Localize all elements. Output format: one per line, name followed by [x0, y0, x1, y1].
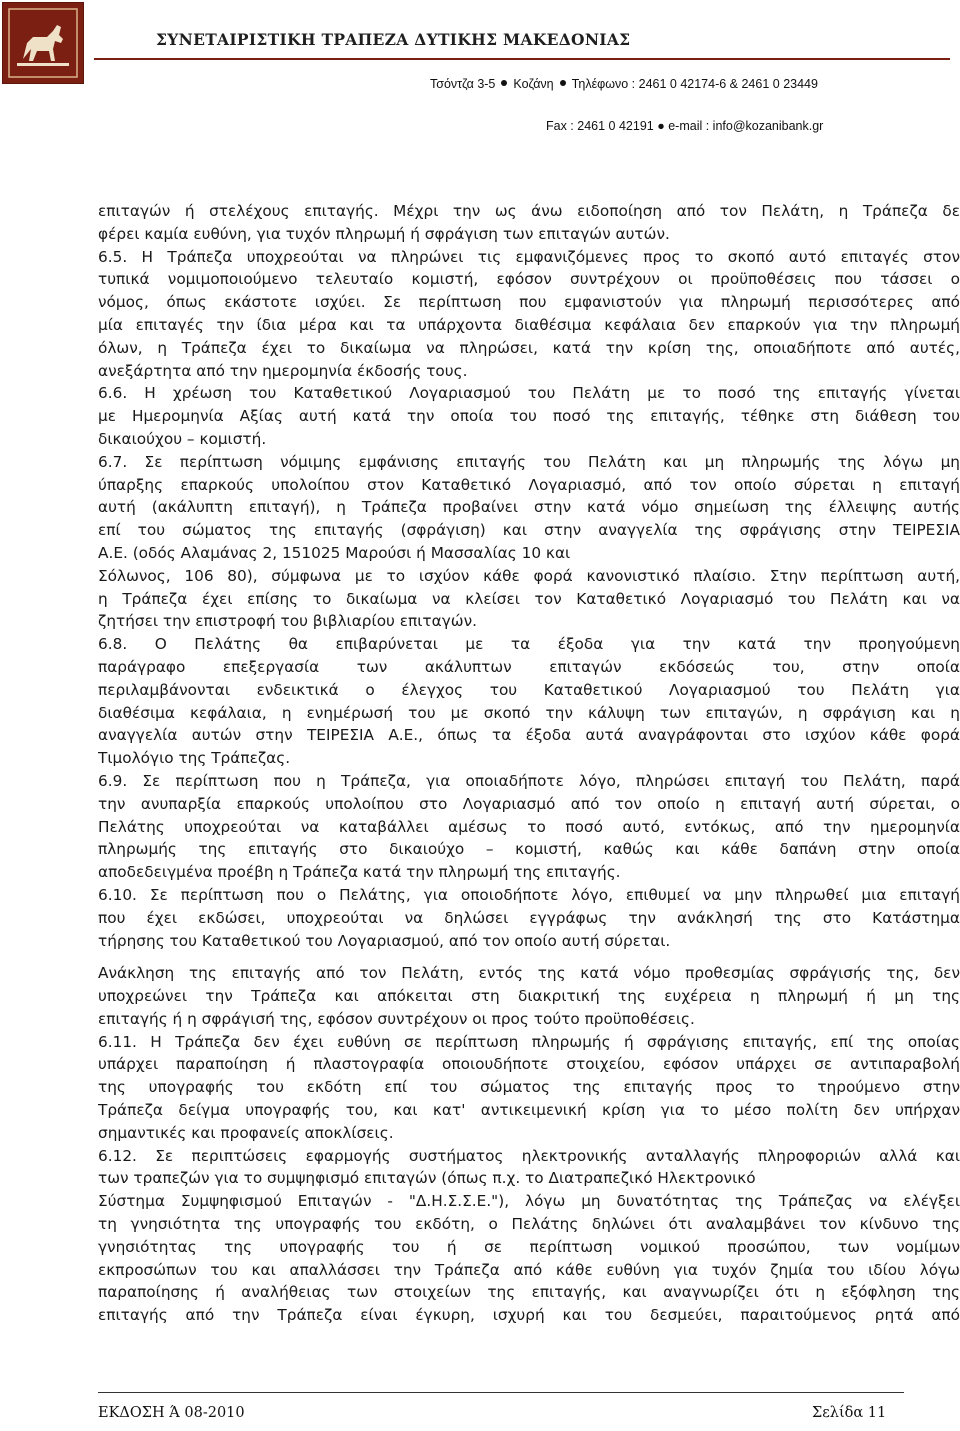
text-line: 6.7. Σε περίπτωση νόμιμης εμφάνισης επιταγής του Πελάτη και μη πληρωμής της λόγω μη	[98, 452, 960, 471]
paragraph-gap	[98, 952, 960, 962]
text-line: Τράπεζα δείγμα υπογραφής του, και κατ' αντικειμενική κρίση για το μέσο πολίτη δεν υπήρχαν	[98, 1101, 960, 1120]
text-line: αυτή (ακάλυπτη επιταγή), η Τράπεζα προβαίνει στην κατά νόμο σημείωση της έλλειψης αυτής	[98, 498, 960, 517]
text-line: υποχρεώνει την Τράπεζα και απόκειται στη διακριτική της ευχέρεια η πληρωμή ή μη της	[98, 987, 960, 1006]
text-line: νόμος, όπως εκάστοτε ισχύει. Σε περίπτωση που εμφανιστούν για πληρωμή περισσότερες από	[98, 293, 960, 312]
text-line: επί του σώματος της επιταγής (σφράγιση) και στην αναγγελία της σφράγισης στην ΤΕΙΡΕΣΙΑ	[98, 521, 960, 540]
text-line: φέρει καμία ευθύνη, για τυχόν πληρωμή ή σφράγιση των επιταγών αυτών.	[98, 224, 670, 243]
bank-name: ΣΥΝΕΤΑΙΡΙΣΤΙΚΗ ΤΡΑΠΕΖΑ ΔΥΤΙΚΗΣ ΜΑΚΕΔΟΝΙΑΣ	[156, 30, 631, 49]
text-line: την ανυπαρξία επαρκούς υπολοίπου στο Λογαριασμό από τον οποίο η επιταγή αυτή σύρεται, ο	[98, 794, 960, 813]
text-line: παραποίησης ή αναλήθειας των στοιχείων της επιταγής, και αναγνωρίζει ότι η εξόφληση της	[98, 1283, 960, 1302]
text-line: αποδεδειγμένα προέβη η Τράπεζα κατά την πληρωμή της επιταγής.	[98, 863, 621, 882]
text-line: ύπαρξης επαρκούς υπολοίπου στον Καταθετικό Λογαριασμό, από τον οποίο σύρεται η επιταγή	[98, 475, 960, 494]
bullet-icon	[501, 80, 507, 86]
text-line: υπάρχει παραποίηση ή πλαστογραφία οποιουδήποτε στοιχείου, εφόσον υπάρχει σε αντιπαραβολή	[98, 1055, 960, 1074]
text-line: της υπογραφής του εκδότη επί του σώματος της επιταγής προς το τηρούμενο στην	[98, 1078, 960, 1097]
text-line: επιταγής από την Τράπεζα είναι έγκυρη, ισχυρή και του δεσμεύει, παραιτούμενος ρητά από	[98, 1306, 960, 1325]
edition-label: ΕΚΔΟΣΗ Ά 08-2010	[98, 1405, 245, 1421]
text-line: 6.11. Η Τράπεζα δεν έχει ευθύνη σε περίπτωση πληρωμής ή σφράγισης επιταγής, επί της οποίας	[98, 1032, 960, 1051]
contact-line	[430, 77, 818, 91]
text-line: Σύστημα Συμψηφισμού Επιταγών - "Δ.Η.Σ.Σ.Ε."), λόγω μη δυνατότητας της Τράπεζας να ελέγξει	[98, 1192, 960, 1211]
text-line: ζητήσει την επιστροφή του βιβλιαρίου επιταγών.	[98, 612, 477, 631]
document-body	[98, 200, 960, 1327]
text-line: 6.10. Σε περίπτωση που ο Πελάτης, για οποιοδήποτε λόγο, επιθυμεί να μην πληρωθεί μια επιταγή	[98, 885, 960, 904]
text-line: διαθέσιμα κεφάλαια, η ενημέρωσή του με σκοπό την κάλυψη των επιταγών, η σφράγιση και η	[98, 703, 960, 722]
phone: Τηλέφωνο : 2461 0 42174-6 & 2461 0 23449	[571, 77, 818, 91]
text-line: πληρωμής της επιταγής στο δικαιούχο – κομιστή, καθώς και κάθε δαπάνη στην οποία	[98, 840, 960, 859]
text-line: με Ημερομηνία Αξίας αυτή κατά την οποία του ποσό της επιταγής, τέθηκε στη διάθεση του	[98, 407, 960, 426]
text-line: μία επιταγές την ίδια μέρα και τα υπάρχοντα διαθέσιμα κεφάλαια δεν επαρκούν για την πληρωμή	[98, 315, 960, 334]
city: Κοζάνη	[513, 77, 554, 91]
text-line: τη γνησιότητα της υπογραφής του εκδότη, ο Πελάτης δηλώνει ότι αναλαμβάνει τον κίνδυνο της	[98, 1215, 960, 1234]
text-line: όλων, η Τράπεζα έχει το δικαίωμα να πληρώσει, κατά την κρίση της, οποιαδήποτε από αυτές,	[98, 338, 960, 357]
text-line: 6.6. Η χρέωση του Καταθετικού Λογαριασμού του Πελάτη με το ποσό της επιταγής γίνεται	[98, 384, 960, 403]
text-line: τήρησης του Καταθετικού του Λογαριασμού, από τον οποίο αυτή σύρεται.	[98, 931, 671, 950]
text-line: Σόλωνος, 106 80), σύμφωνα με το ισχύον κάθε φορά κανονιστικό πλαίσιο. Στην περίπτωση αυτή,	[98, 566, 960, 585]
text-line: 6.8. Ο Πελάτης θα επιβαρύνεται με τα έξοδα για την κατά την προηγούμενη	[98, 635, 960, 654]
horse-emblem-icon	[3, 3, 83, 83]
text-line: ανεξάρτητα από την ημερομηνία έκδοσής τους.	[98, 361, 468, 380]
text-line: Πελάτης υποχρεούται να καταβάλλει αμέσως το ποσό αυτό, εντόκως, από την ημερομηνία	[98, 817, 960, 836]
text-line: Ανάκληση της επιταγής από τον Πελάτη, εντός της κατά νόμο προθεσμίας σφράγισής της, δεν	[98, 964, 960, 983]
bullet-icon	[560, 80, 566, 86]
text-line: 6.12. Σε περιπτώσεις εφαρμογής συστήματος ηλεκτρονικής ανταλλαγής πληροφοριών αλλά και	[98, 1146, 960, 1165]
text-line: γνησιότητας της υπογραφής του ή σε περίπτωση νομικού προσώπου, των νομίμων	[98, 1237, 960, 1256]
address: Τσόντζα 3-5	[430, 77, 496, 91]
text-line: αναγγελία αυτών στην ΤΕΙΡΕΣΙΑ Α.Ε., όπως τα έξοδα αυτά αναγράφονται στο ισχύον κάθε φορά	[98, 726, 960, 745]
footer-divider	[98, 1392, 904, 1393]
bank-logo-icon	[2, 2, 84, 84]
page-number: Σελίδα 11	[812, 1405, 887, 1421]
text-line: δικαιούχου – κομιστή.	[98, 429, 267, 448]
text-line: η Τράπεζα έχει επίσης το δικαίωμα να κλείσει τον Καταθετικό Λογαριασμό του Πελάτη και να	[98, 589, 960, 608]
text-line: εκπροσώπων του και απαλλάσσει την Τράπεζα από κάθε ευθύνη για τυχόν ζημία του ιδίου λόγω	[98, 1260, 960, 1279]
fax-email-line: Fax : 2461 0 42191 ● e-mail : info@kozanibank.gr	[546, 119, 824, 133]
text-line: Τιμολόγιο της Τράπεζας.	[98, 749, 291, 768]
text-line: επιταγής ή η σφράγισή της, εφόσον συντρέχουν οι προς τούτο προϋποθέσεις.	[98, 1009, 695, 1028]
text-line: περιλαμβάνονται ενδεικτικά ο έλεγχος του Καταθετικού Λογαριασμού του Πελάτη για	[98, 680, 960, 699]
text-line: σημαντικές και προφανείς αποκλίσεις.	[98, 1123, 394, 1142]
text-line: 6.9. Σε περίπτωση που η Τράπεζα, για οποιαδήποτε λόγο, πληρώσει επιταγή του Πελάτη, παρά	[98, 771, 960, 790]
text-line: των τραπεζών για το συμψηφισμό επιταγών (όπως π.χ. το Διατραπεζικό Ηλεκτρονικό	[98, 1169, 756, 1188]
text-line: Α.Ε. (οδός Αλαμάνας 2, 151025 Μαρούσι ή Μασσαλίας 10 και	[98, 543, 571, 562]
text-line: 6.5. Η Τράπεζα υποχρεούται να πληρώνει τις εμφανιζόμενες προς το σκοπό αυτό επιταγές στον	[98, 247, 960, 266]
text-line: επιταγών ή στελέχους επιταγής. Μέχρι την ως άνω ειδοποίηση από τον Πελάτη, η Τράπεζα δε	[98, 202, 960, 220]
text-line: που έχει εκδώσει, υποχρεούται να δηλώσει εγγράφως την ανάκλησή της στο Κατάστημα	[98, 908, 960, 927]
text-line: τυπικά νομιμοποιούμενο τελευταίο κομιστή, εφόσον συντρέχουν οι προϋποθέσεις που τάσσει ο	[98, 270, 960, 289]
header-divider	[94, 58, 950, 60]
text-line: παράγραφο επεξεργασία των ακάλυπτων επιταγών εκδόσεώς του, στην οποία	[98, 657, 960, 676]
